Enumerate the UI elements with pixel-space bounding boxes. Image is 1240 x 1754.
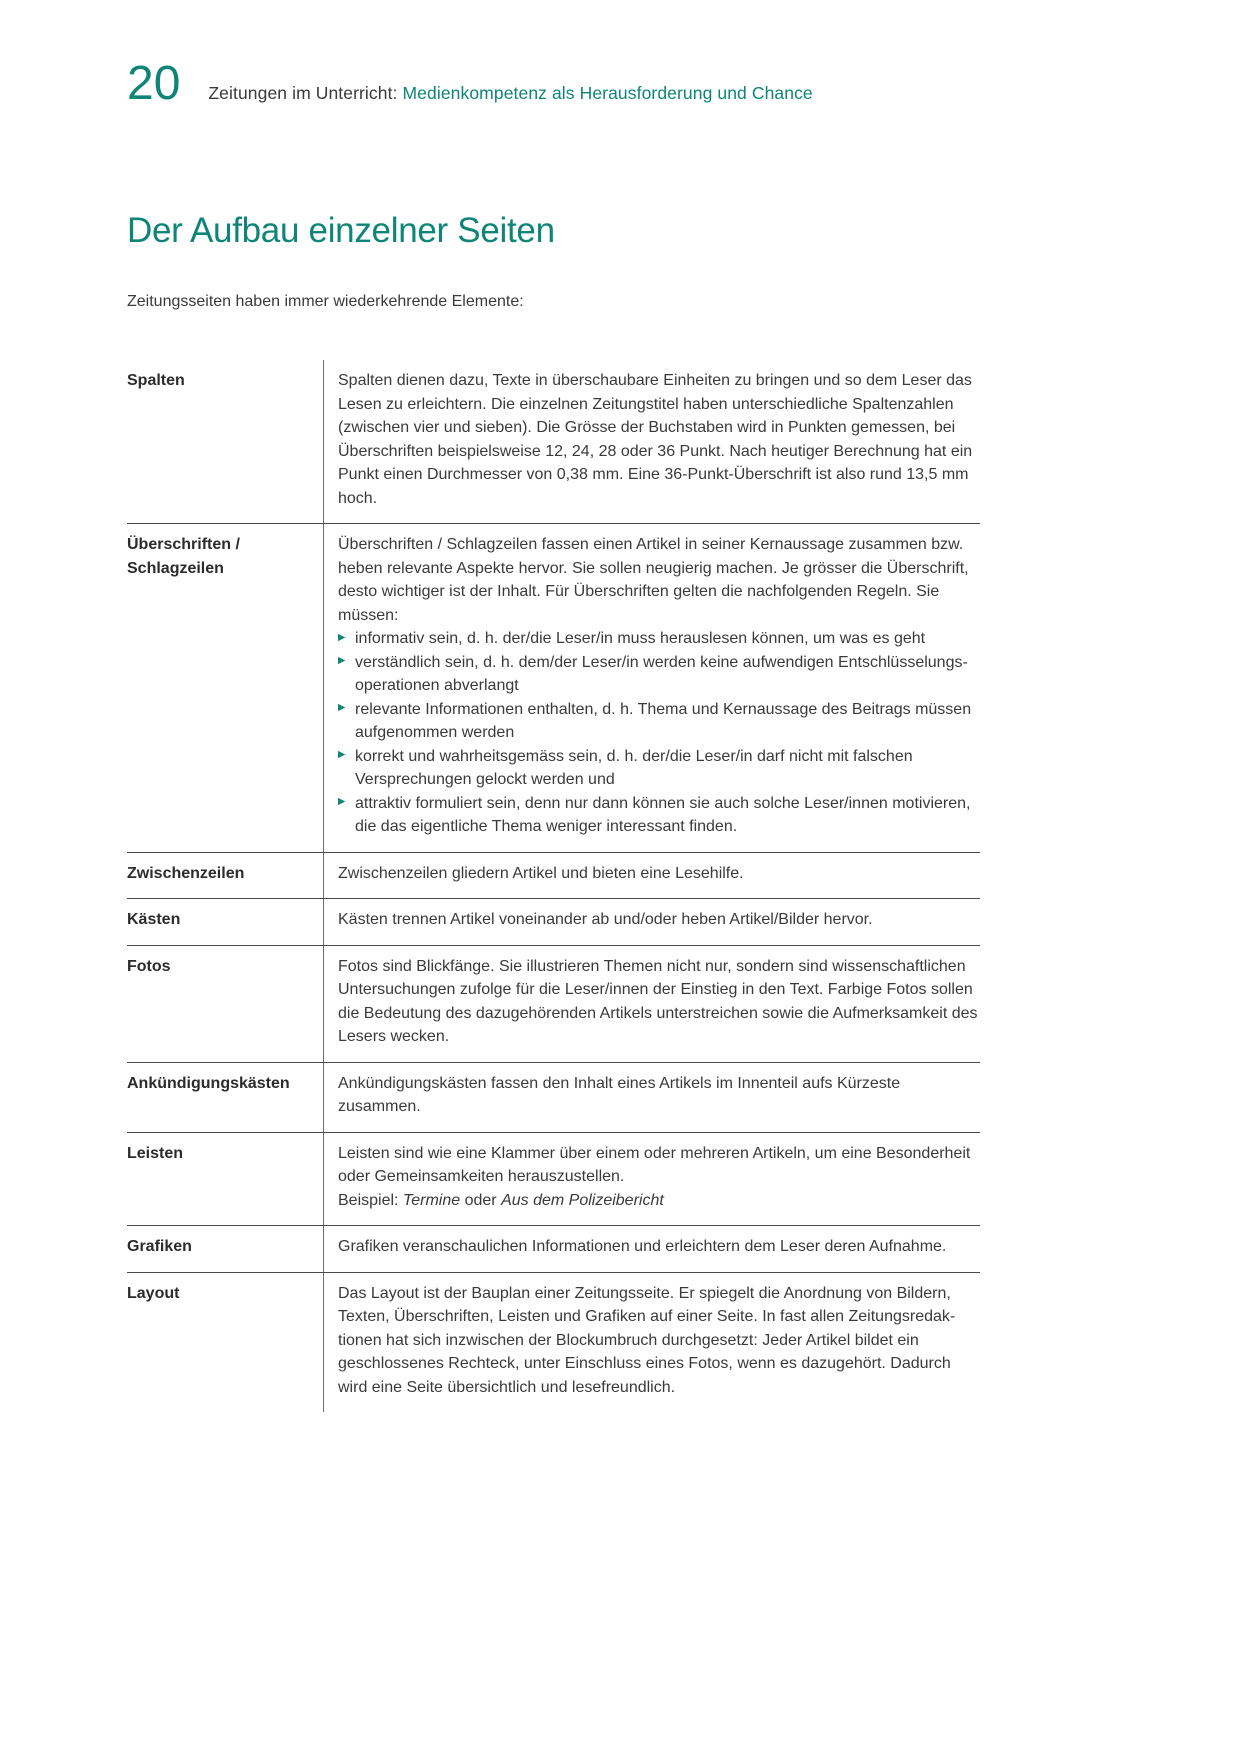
triangle-bullet-icon: ▶	[338, 631, 346, 643]
table-row-spalten	[127, 360, 980, 523]
example-prefix: Beispiel:	[338, 1191, 403, 1209]
running-head-highlight: Medienkompetenz als Herausforderung und Chance	[402, 83, 813, 103]
table-row-kaesten	[127, 898, 980, 945]
row-paragraph: Ankündigungskästen fassen den Inhalt eines Artikels im Innenteil aufs Kürzeste zusammen.	[338, 1074, 901, 1115]
triangle-bullet-icon: ▶	[338, 702, 346, 713]
row-label: Überschriften / Schlagzeilen	[127, 536, 240, 577]
table-row-leisten	[127, 1132, 980, 1226]
row-label: Ankündigungskästen	[127, 1074, 290, 1092]
rules-bullet-list	[338, 627, 978, 839]
page-number: 20	[127, 57, 181, 110]
table-row-fotos	[127, 945, 980, 1062]
example-connector: oder	[460, 1191, 502, 1209]
triangle-bullet-icon: ▶	[338, 749, 346, 760]
list-item	[338, 745, 978, 792]
row-label: Layout	[127, 1284, 180, 1302]
table-row-layout	[127, 1272, 980, 1413]
row-text	[323, 1273, 980, 1413]
table-row-ankuendigungskaesten	[127, 1062, 980, 1132]
row-paragraph: Grafiken veranschaulichen Informationen und erleichtern dem Leser deren Aufnahme.	[338, 1238, 947, 1255]
bullet-text: informativ sein, d. h. der/die Leser/in muss herauslesen können, um was es geht	[355, 630, 926, 647]
intro-text: Zeitungsseiten haben immer wiederkehrende Elemente:	[127, 293, 524, 310]
row-text	[323, 853, 980, 899]
example-term-1: Termine	[402, 1191, 461, 1209]
triangle-bullet-icon: ▶	[338, 655, 346, 666]
row-text	[323, 899, 980, 945]
row-text	[323, 1226, 980, 1272]
row-text	[323, 946, 980, 1062]
bullet-text: korrekt und wahrheitsgemäss sein, d. h. der/die Leser/in darf nicht mit falschen Versprechungen gelockt werden und	[355, 747, 913, 788]
list-item	[338, 627, 978, 651]
row-paragraph: Spalten dienen dazu, Texte in überschaubare Einheiten zu bringen und so dem Leser das Lesen zu erleichtern. Die einzelnen Zeitungstitel haben unterschiedliche Spaltenzahlen (zwischen vier und sieben). Die Grösse der Buchstaben wird in Punkten gemessen, bei Überschriften beispielsweise 12, 24, 28 oder 36 Punkt. Nach heutiger Berechnung hat ein Punkt einen Durchmesser von 0,38 mm. Eine 36-Punkt-Überschrift ist also rund 13,5 mm hoch.	[338, 372, 973, 507]
row-label: Spalten	[127, 372, 185, 389]
row-text	[323, 360, 980, 523]
list-item	[338, 651, 978, 698]
row-paragraph: Fotos sind Blickfänge. Sie illustrieren Themen nicht nur, sondern sind wissenschaftlichen Untersuchungen zufolge für die Leser/innen der Einstieg in den Text. Farbige Fotos sollen die Bedeutung des dazugehörenden Artikels unterstreichen sowie die Aufmerksamkeit des Lesers wecken.	[338, 957, 978, 1045]
list-item	[338, 698, 978, 745]
running-header	[127, 57, 1240, 110]
list-item	[338, 792, 978, 839]
bullet-text: attraktiv formuliert sein, denn nur dann können sie auch solche Leser/innen motivieren, die das eigentliche Thema weniger interessant finden.	[355, 794, 971, 835]
table-row-grafiken	[127, 1225, 980, 1272]
triangle-bullet-icon: ▶	[338, 796, 346, 807]
row-label: Fotos	[127, 957, 171, 975]
row-example-line	[338, 1189, 978, 1213]
row-text	[323, 1133, 980, 1226]
running-head-prefix: Zeitungen im Unterricht:	[208, 83, 403, 103]
row-paragraph: Das Layout ist der Bauplan einer Zeitungsseite. Er spiegelt die Anordnung von Bildern, Texten, Überschriften, Leisten und Grafiken auf einer Seite. In fast allen Zeitungsredaktionen hat sich inzwischen der Blockumbruch durchgesetzt: Jeder Artikel bildet ein geschlossenes Rechteck, unter Einschluss eines Fotos, wenn es dazugehört. Dadurch wird eine Seite übersichtlich und lesefreundlich.	[338, 1284, 956, 1396]
bullet-text: relevante Informationen enthalten, d. h. Thema und Kernaussage des Beitrags müssen aufgenommen werden	[355, 700, 972, 741]
row-label: Leisten	[127, 1144, 184, 1162]
row-paragraph: Zwischenzeilen gliedern Artikel und bieten eine Lesehilfe.	[338, 864, 744, 882]
table-row-ueberschriften	[127, 523, 980, 852]
row-text	[323, 1063, 980, 1132]
row-label: Grafiken	[127, 1238, 192, 1255]
running-head-text	[208, 83, 812, 104]
table-row-zwischenzeilen	[127, 852, 980, 899]
row-text	[323, 524, 980, 852]
page-title: Der Aufbau einzelner Seiten	[127, 211, 555, 250]
row-label: Kästen	[127, 911, 181, 928]
row-paragraph: Leisten sind wie eine Klammer über einem oder mehreren Artikeln, um eine Besonderheit oder Gemeinsamkeiten herauszustellen.	[338, 1144, 971, 1185]
elements-table	[127, 360, 980, 1412]
row-paragraph: Überschriften / Schlagzeilen fassen einen Artikel in seiner Kernaussage zusammen bzw. heben relevante Aspekte hervor. Sie sollen neugierig machen. Je grösser die Überschrift, desto wichtiger ist der Inhalt. Für Überschriften gelten die nachfolgenden Regeln. Sie müssen:	[338, 536, 969, 624]
row-paragraph: Kästen trennen Artikel voneinander ab und/oder heben Artikel/Bilder hervor.	[338, 911, 873, 928]
example-term-2: Aus dem Polizeibericht	[501, 1191, 664, 1209]
bullet-text: verständlich sein, d. h. dem/der Leser/in werden keine aufwendigen Entschlüsselungsoperationen abverlangt	[355, 653, 968, 694]
row-label: Zwischenzeilen	[127, 864, 245, 882]
